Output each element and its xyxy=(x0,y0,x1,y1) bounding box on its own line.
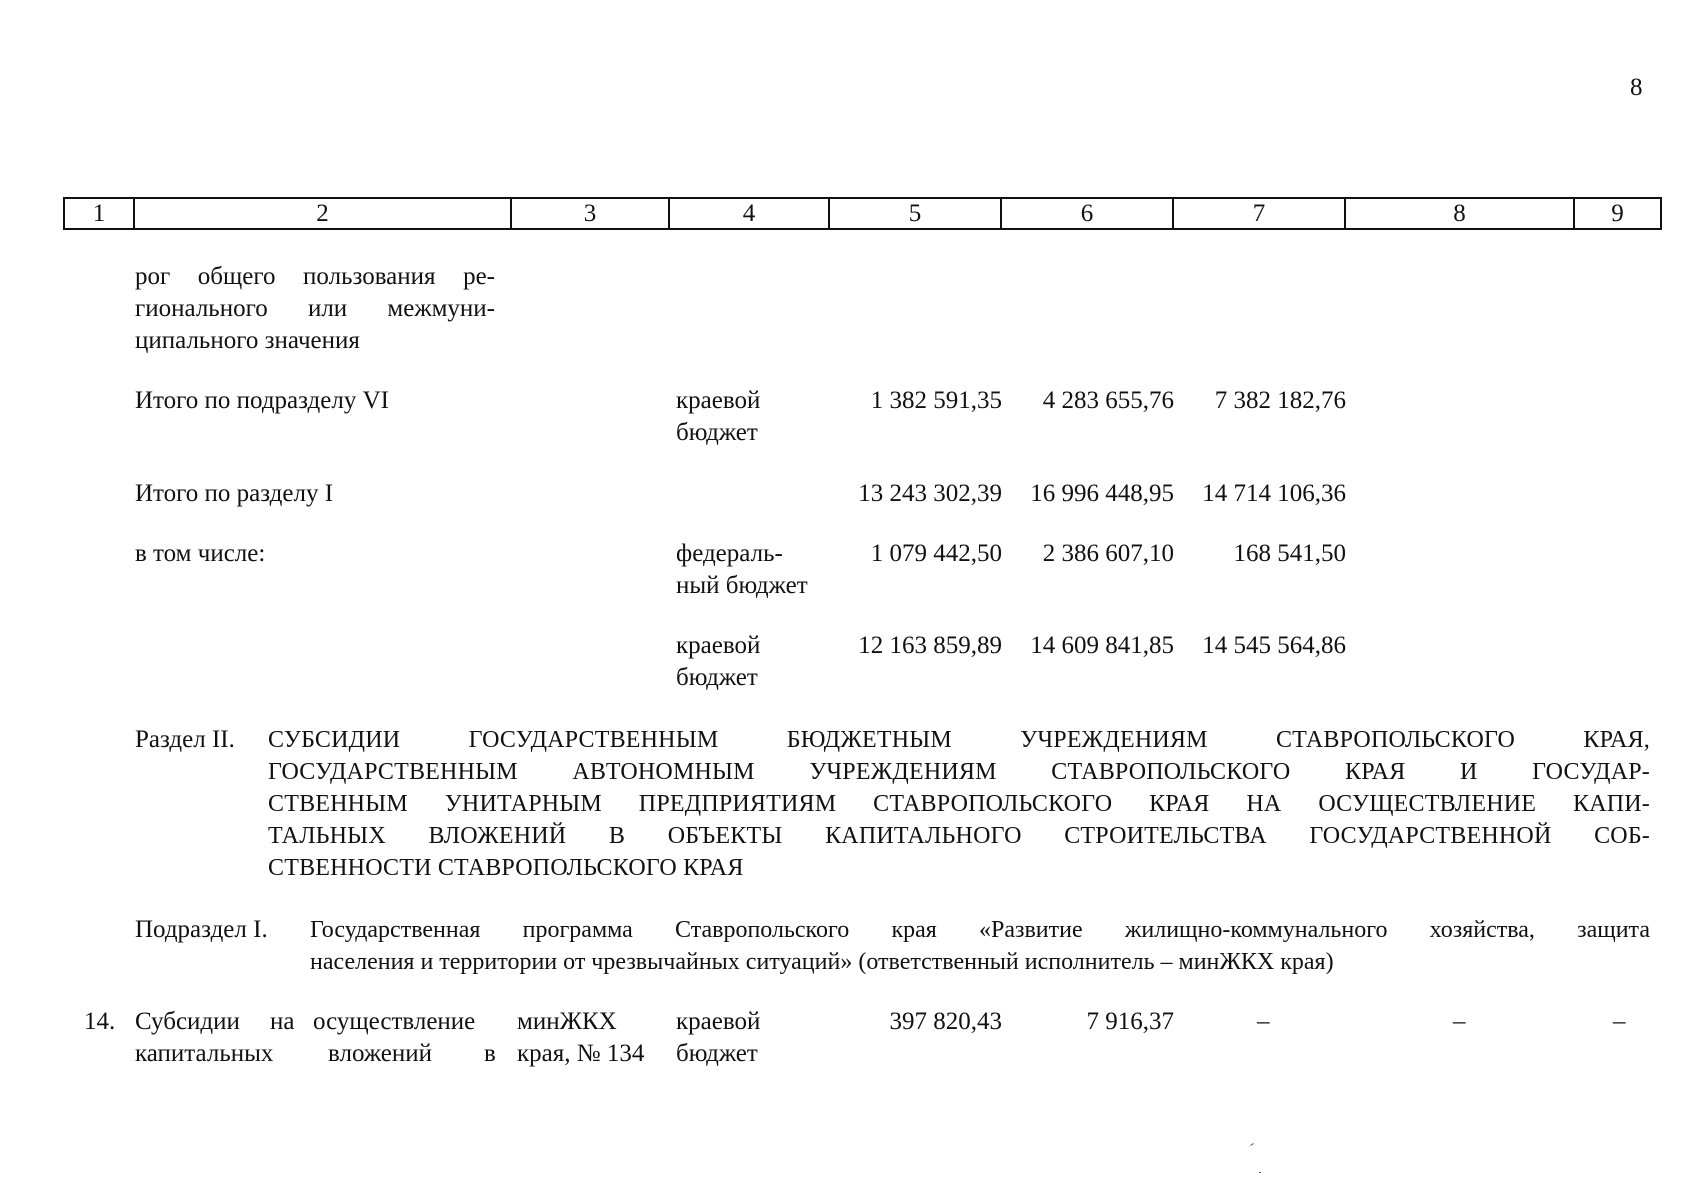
carry-line: ципального значения xyxy=(135,327,360,354)
column-number-4: 4 xyxy=(669,198,829,229)
carry-line: гионального или межмуни- xyxy=(135,295,495,322)
value-col7: 14 714 106,36 xyxy=(1202,480,1346,507)
column-number-5: 5 xyxy=(829,198,1001,229)
object-name-word: в xyxy=(484,1040,496,1067)
executor: края, № 134 xyxy=(517,1040,645,1067)
column-number-7: 7 xyxy=(1173,198,1345,229)
column-number-3: 3 xyxy=(511,198,669,229)
value-col7: – xyxy=(1257,1008,1270,1035)
page-number: 8 xyxy=(1630,74,1643,101)
value-col9: – xyxy=(1613,1008,1626,1035)
value-col6: 7 916,37 xyxy=(1086,1008,1174,1035)
section-prefix: Раздел II. xyxy=(135,726,235,753)
budget-source: бюджет xyxy=(676,419,758,446)
row-label: Итого по разделу I xyxy=(135,480,334,507)
object-name-word: вложений xyxy=(328,1040,433,1067)
value-col6: 14 609 841,85 xyxy=(1030,632,1174,659)
object-name-word: капитальных xyxy=(135,1040,274,1067)
budget-source: бюджет xyxy=(676,1040,758,1067)
column-number-2: 2 xyxy=(134,198,511,229)
value-col6: 16 996 448,95 xyxy=(1030,480,1174,507)
column-number-8: 8 xyxy=(1345,198,1574,229)
subsection-title-line: Государственная программа Ставропольского края «Развитие жилищно-коммунального хозяйства, защита xyxy=(310,917,1650,943)
budget-source: краевой xyxy=(676,387,761,414)
value-col5: 397 820,43 xyxy=(889,1008,1002,1035)
scan-speck xyxy=(1250,1143,1254,1146)
subsection-prefix: Подраздел I. xyxy=(135,916,268,943)
value-col5: 13 243 302,39 xyxy=(858,480,1002,507)
subsection-title-line: населения и территории от чрезвычайных ситуаций» (ответственный исполнитель – минЖКХ края) xyxy=(310,949,1334,975)
budget-source: краевой xyxy=(676,632,761,659)
object-name-word: Субсидии xyxy=(135,1008,240,1035)
value-col5: 12 163 859,89 xyxy=(858,632,1002,659)
executor: минЖКХ xyxy=(517,1008,617,1035)
column-number-9: 9 xyxy=(1574,198,1661,229)
column-number-1: 1 xyxy=(64,198,134,229)
column-header-row xyxy=(63,197,1662,230)
value-col8: – xyxy=(1453,1008,1466,1035)
column-number-6: 6 xyxy=(1001,198,1173,229)
value-col7: 168 541,50 xyxy=(1233,540,1346,567)
value-col7: 7 382 182,76 xyxy=(1214,387,1346,414)
carry-line: рог общего пользования ре- xyxy=(135,263,495,290)
budget-source: бюджет xyxy=(676,664,758,691)
object-name-word: осуществление xyxy=(313,1008,476,1035)
row-label: в том числе: xyxy=(135,540,266,567)
budget-source: ный бюджет xyxy=(676,572,808,599)
object-name-word: на xyxy=(270,1008,295,1035)
value-col6: 2 386 607,10 xyxy=(1042,540,1174,567)
value-col5: 1 382 591,35 xyxy=(870,387,1002,414)
section-title-line: ГОСУДАРСТВЕННЫМ АВТОНОМНЫМ УЧРЕЖДЕНИЯМ СТАВРОПОЛЬСКОГО КРАЯ И ГОСУДАР- xyxy=(268,759,1650,785)
section-title-line: ТАЛЬНЫХ ВЛОЖЕНИЙ В ОБЪЕКТЫ КАПИТАЛЬНОГО СТРОИТЕЛЬСТВА ГОСУДАРСТВЕННОЙ СОБ- xyxy=(268,823,1650,849)
value-col7: 14 545 564,86 xyxy=(1202,632,1346,659)
budget-source: федераль- xyxy=(676,540,783,567)
budget-source: краевой xyxy=(676,1008,761,1035)
section-title-line: СТВЕННОСТИ СТАВРОПОЛЬСКОГО КРАЯ xyxy=(268,855,744,881)
value-col5: 1 079 442,50 xyxy=(870,540,1002,567)
row-number: 14. xyxy=(84,1008,116,1035)
row-label: Итого по подразделу VI xyxy=(135,387,389,414)
section-title-line: СУБСИДИИ ГОСУДАРСТВЕННЫМ БЮДЖЕТНЫМ УЧРЕЖДЕНИЯМ СТАВРОПОЛЬСКОГО КРАЯ, xyxy=(268,727,1650,753)
value-col6: 4 283 655,76 xyxy=(1042,387,1174,414)
scan-speck xyxy=(1259,1172,1261,1173)
section-title-line: СТВЕННЫМ УНИТАРНЫМ ПРЕДПРИЯТИЯМ СТАВРОПОЛЬСКОГО КРАЯ НА ОСУЩЕСТВЛЕНИЕ КАПИ- xyxy=(268,791,1650,817)
